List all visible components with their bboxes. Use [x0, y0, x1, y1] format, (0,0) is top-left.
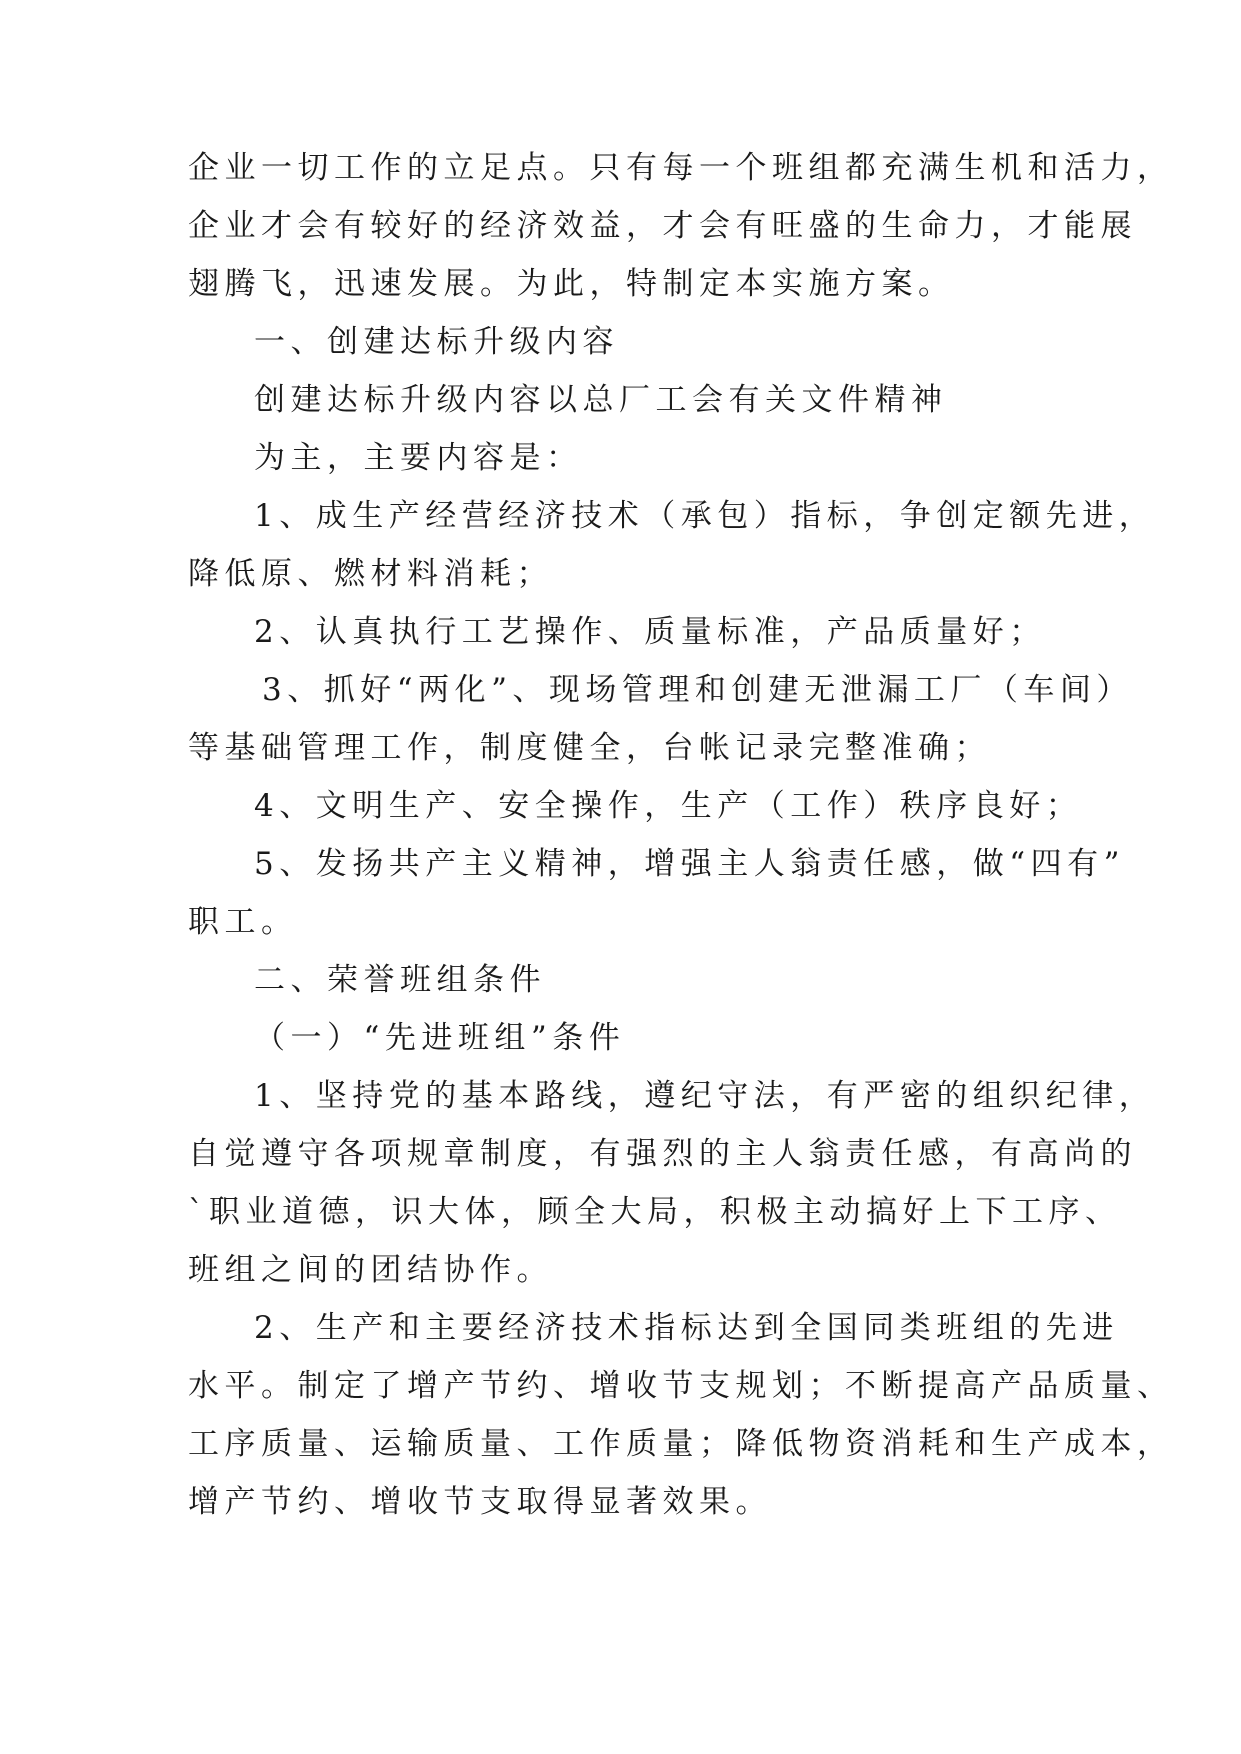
list-item-4: 4、文明生产、安全操作，生产（工作）秩序良好； [254, 788, 1083, 824]
list-item-5: 5、发扬共产主义精神，增强主人翁责任感，做“四有” [254, 846, 1125, 882]
text-line-2: 企业才会有较好的经济效益，才会有旺盛的生命力，才能展 [188, 208, 1137, 244]
condition-item-1-cont-a: 自觉遵守各项规章制度，有强烈的主人翁责任感，有高尚的 [188, 1136, 1137, 1172]
condition-item-1: 1、坚持党的基本路线，遵纪守法，有严密的组织纪律， [254, 1078, 1156, 1114]
condition-item-2-cont-a: 水平。制定了增产节约、增收节支规划；不断提高产品质量、 [188, 1368, 1174, 1404]
list-item-1: 1、成生产经营经济技术（承包）指标，争创定额先进， [254, 498, 1156, 534]
subsection-heading-1: （一）“先进班组”条件 [254, 1020, 626, 1056]
list-item-1-cont: 降低原、燃材料消耗； [188, 556, 553, 592]
text-line-1: 企业一切工作的立足点。只有每一个班组都充满生机和活力， [188, 150, 1174, 186]
list-item-3-cont: 等基础管理工作，制度健全，台帐记录完整准确； [188, 730, 991, 766]
condition-item-2-cont-c: 增产节约、增收节支取得显著效果。 [188, 1484, 772, 1520]
text-line-3: 翅腾飞，迅速发展。为此，特制定本实施方案。 [188, 266, 955, 302]
condition-item-1-cont-b: `职业道德，识大体，顾全大局，积极主动搞好上下工序、 [188, 1194, 1122, 1230]
list-item-3: 3、抓好“两化”、现场管理和创建无泄漏工厂（车间） [262, 672, 1133, 708]
condition-item-2-cont-b: 工序质量、运输质量、工作质量；降低物资消耗和生产成本， [188, 1426, 1174, 1462]
section-heading-2: 二、荣誉班组条件 [254, 962, 546, 998]
condition-item-1-cont-c: 班组之间的团结协作。 [188, 1252, 553, 1288]
text-line-6: 为主，主要内容是： [254, 440, 583, 476]
list-item-2: 2、认真执行工艺操作、质量标准，产品质量好； [254, 614, 1046, 650]
condition-item-2: 2、生产和主要经济技术指标达到全国同类班组的先进 [254, 1310, 1119, 1346]
list-item-5-cont: 职工。 [188, 904, 298, 940]
section-heading-1: 一、创建达标升级内容 [254, 324, 619, 360]
text-line-5: 创建达标升级内容以总厂工会有关文件精神 [254, 382, 948, 418]
